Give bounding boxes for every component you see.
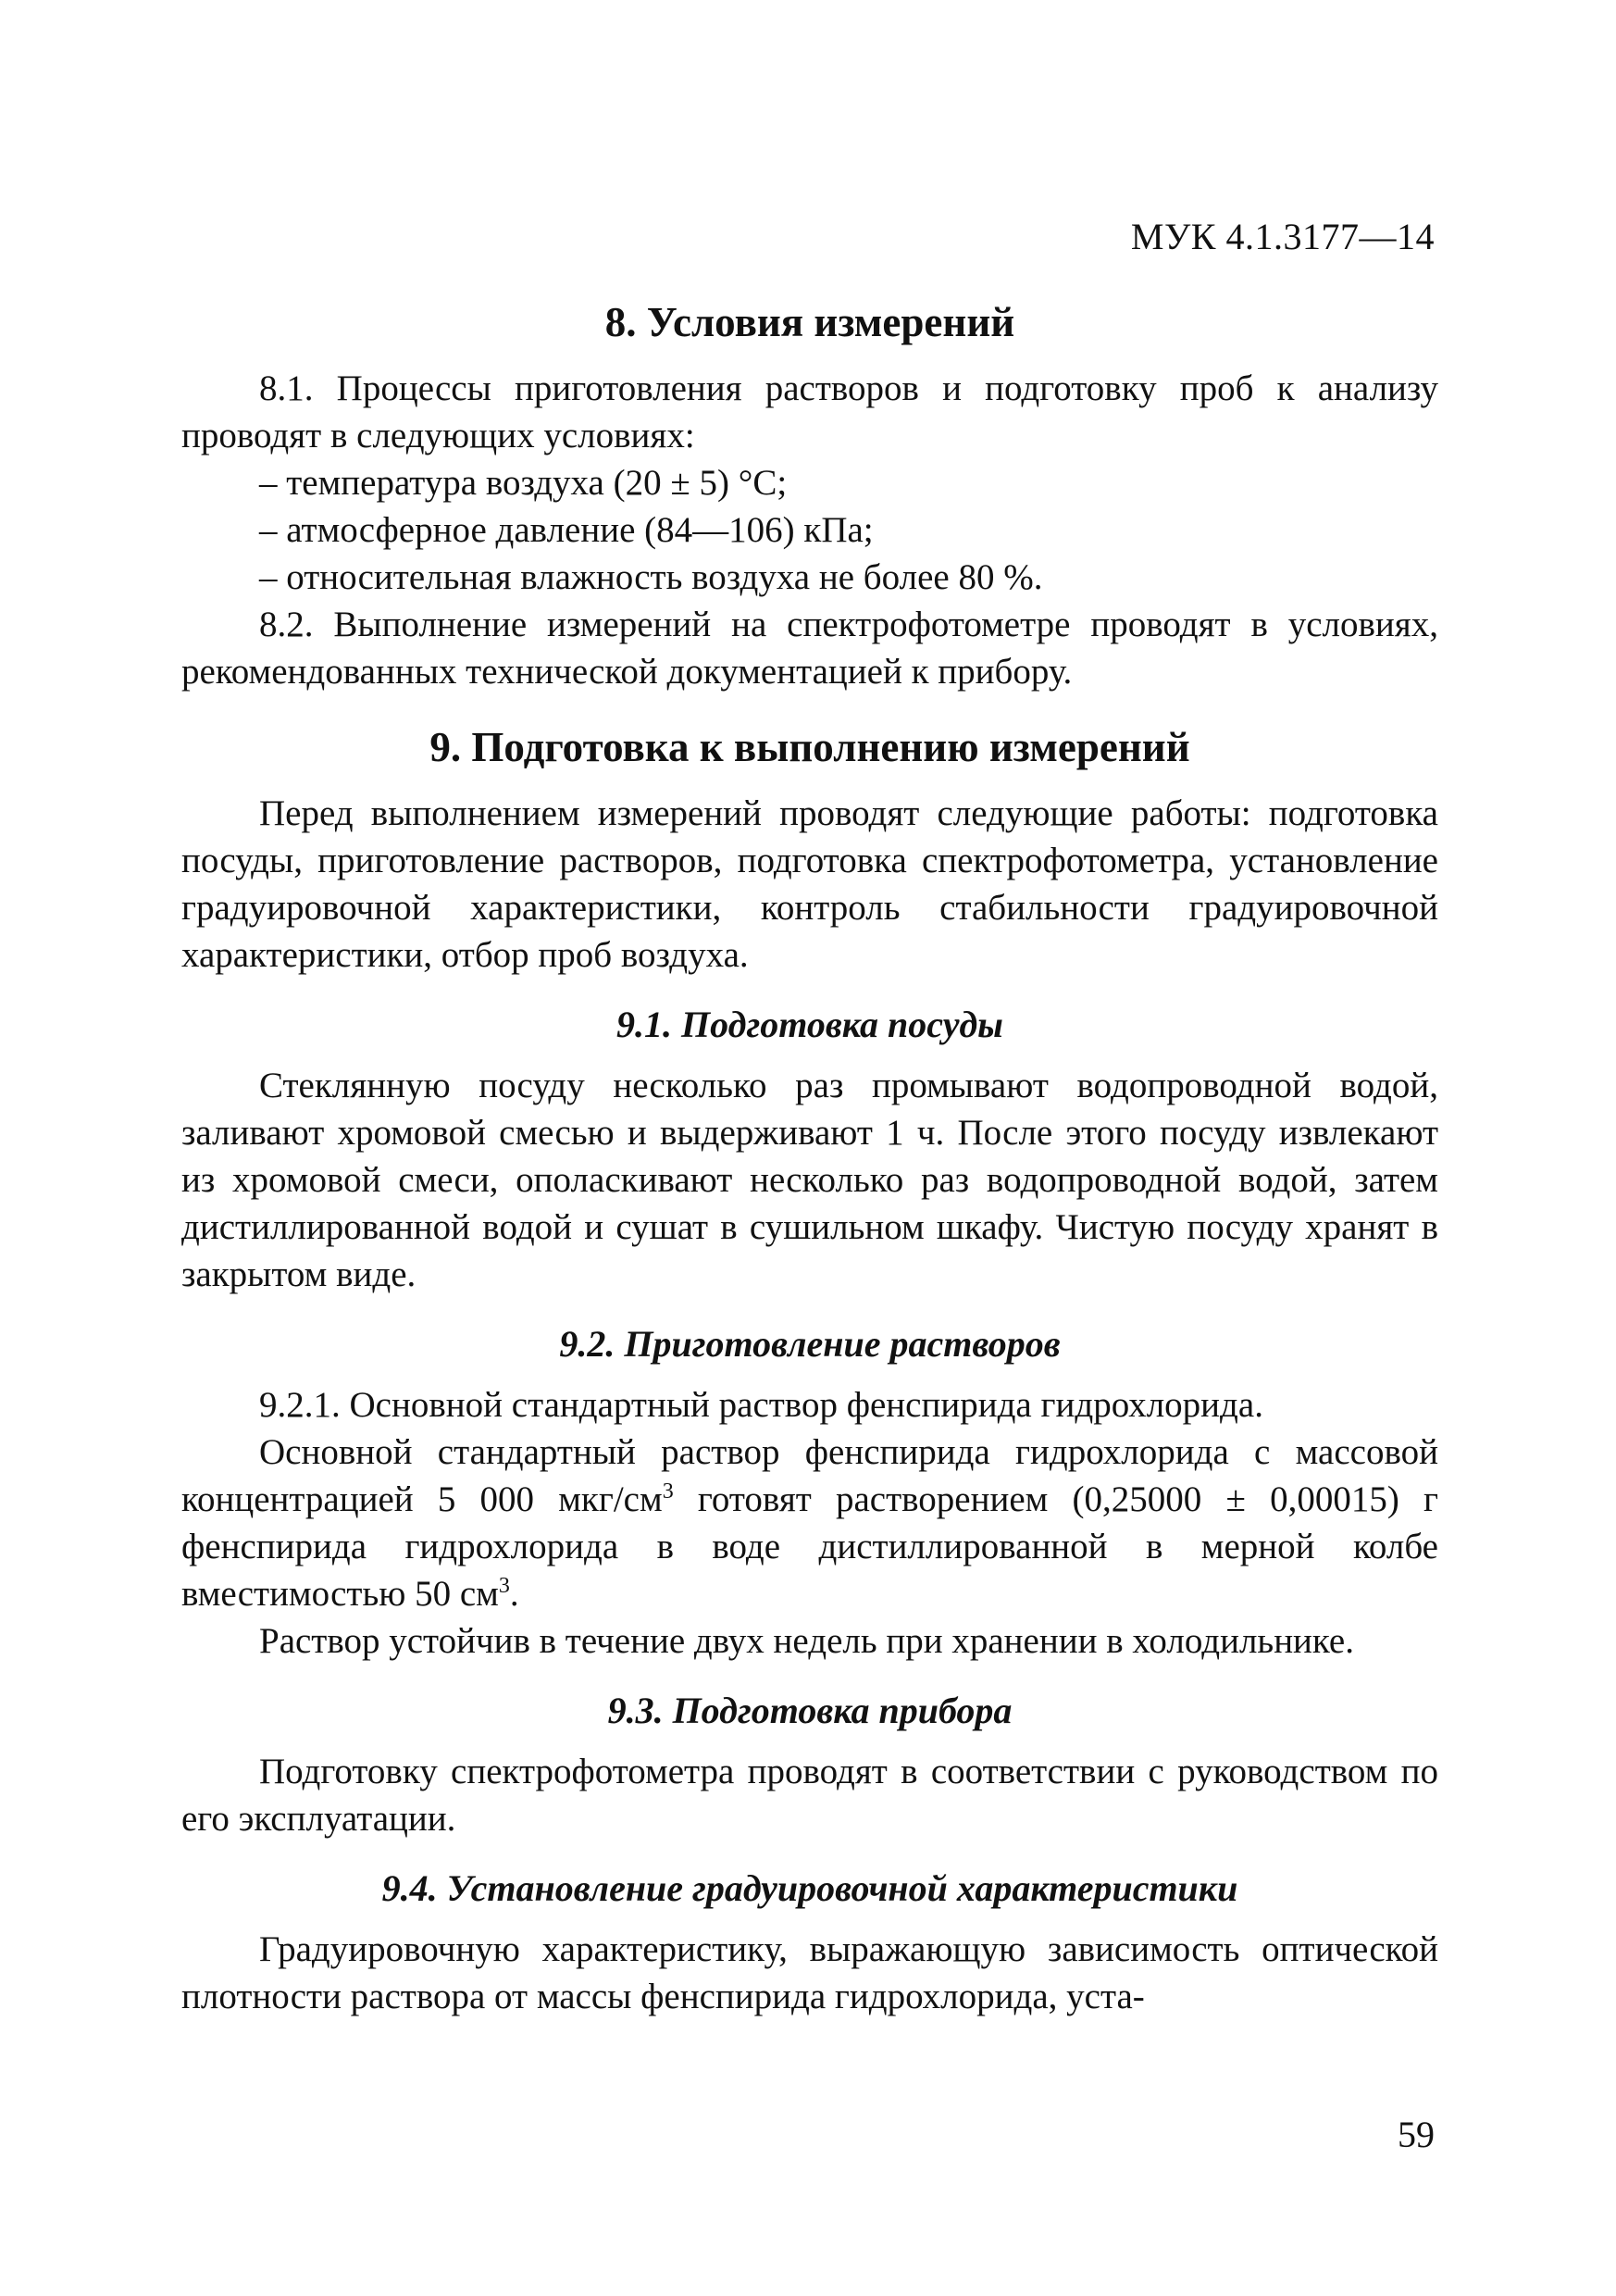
paragraph-stability: Раствор устойчив в течение двух недель при хранении в холодильнике. <box>259 1621 1354 1661</box>
section-8-title: 8. Условия измерений <box>604 299 1015 345</box>
paragraph-stock-solution <box>181 1429 1438 1617</box>
paragraph-9-2-1: 9.2.1. Основной стандартный раствор фенспирида гидрохлорида. <box>259 1385 1263 1425</box>
subsection-9-1-title: 9.1. Подготовка посуды <box>616 1004 1003 1045</box>
condition-pressure: – атмосферное давление (84—106) кПа; <box>259 510 874 550</box>
page-number: 59 <box>1398 2114 1435 2155</box>
stock-solution-text-b: готовят растворением (0,25000 ± 0,00015) г фенспирида гидрохлорида в воде дистиллированной в мерной колбе вместимостью 50 см <box>181 1479 1439 1614</box>
subsection-9-4-text: Градуировочную характеристику, выражающую зависимость оптической плотности раствора от массы фенспирида гидрохлорида, уста- <box>181 1929 1438 2016</box>
subsection-9-1-text: Стеклянную посуду несколько раз промывают водопроводной водой, заливают хромовой смесью и выдерживают 1 ч. После этого посуду извлекают из хромовой смеси, ополаскивают несколько раз водопроводной водой, затем дистиллированной водой и сушат в сушильном шкафу. Чистую посуду хранят в закрытом виде. <box>181 1066 1438 1294</box>
condition-humidity: – относительная влажность воздуха не более 80 %. <box>259 557 1043 597</box>
paragraph-8-1: 8.1. Процессы приготовления растворов и подготовку проб к анализу проводят в следующих условиях: <box>181 368 1438 455</box>
subsection-9-2-title: 9.2. Приготовление растворов <box>559 1323 1061 1365</box>
document-body <box>181 296 1438 2020</box>
condition-temperature: – температура воздуха (20 ± 5) °С; <box>259 463 788 503</box>
superscript-3a: 3 <box>662 1479 674 1504</box>
paragraph-8-2: 8.2. Выполнение измерений на спектрофотометре проводят в условиях, рекомендованных технической документацией к прибору. <box>181 605 1438 692</box>
document-code: МУК 4.1.3177—14 <box>1130 216 1435 257</box>
section-9-title: 9. Подготовка к выполнению измерений <box>429 724 1190 770</box>
superscript-3b: 3 <box>498 1574 510 1598</box>
section-9-intro: Перед выполнением измерений проводят следующие работы: подготовка посуды, приготовление растворов, подготовка спектрофотометра, установление градуировочной характеристики, контроль стабильности градуировочной характеристики, отбор проб воздуха. <box>181 793 1438 975</box>
stock-solution-text-c: . <box>509 1574 519 1614</box>
subsection-9-3-text: Подготовку спектрофотометра проводят в соответствии с руководством по его эксплуатации. <box>181 1752 1438 1839</box>
subsection-9-4-title: 9.4. Установление градуировочной характеристики <box>381 1867 1238 1909</box>
subsection-9-3-title: 9.3. Подготовка прибора <box>607 1690 1013 1731</box>
stock-solution-text-a: Основной стандартный раствор фенспирида гидрохлорида с массовой концентрацией 5 000 мкг/см <box>181 1432 1438 1519</box>
